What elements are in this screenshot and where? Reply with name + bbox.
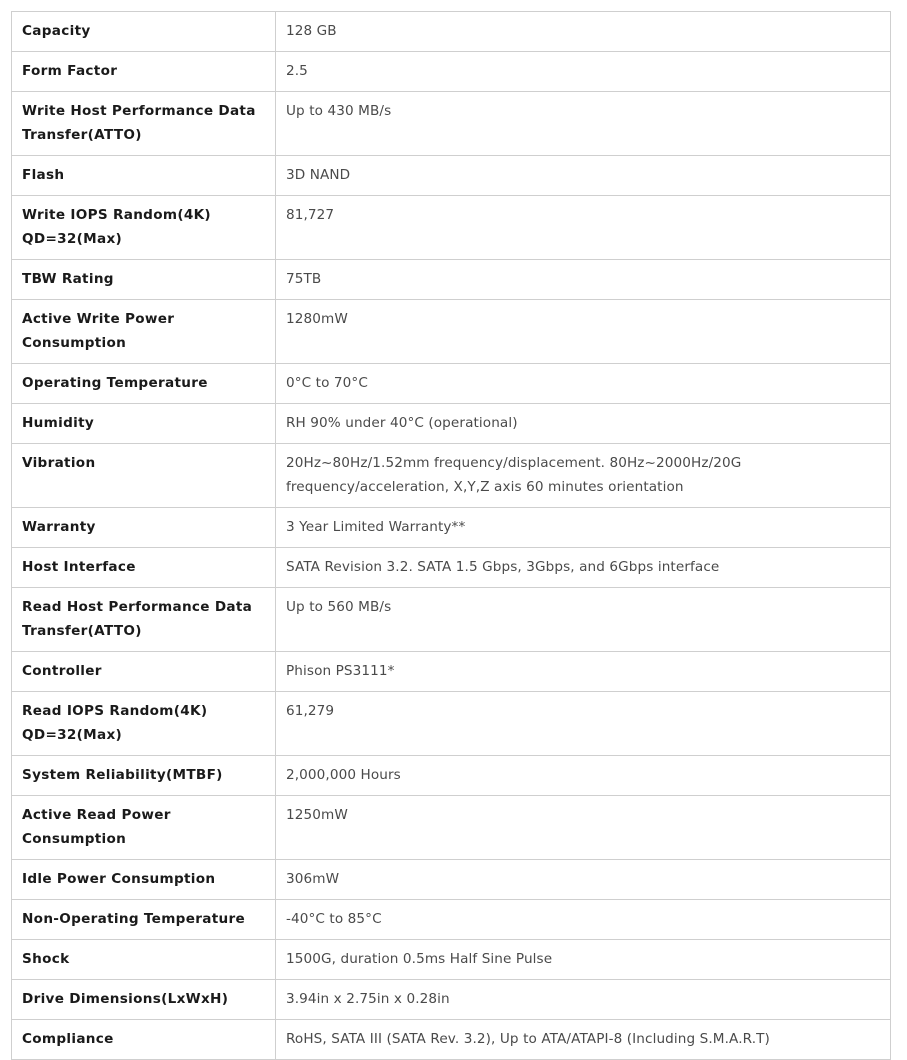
spec-label: Read IOPS Random(4K) QD=32(Max) bbox=[12, 692, 276, 756]
spec-label: TBW Rating bbox=[12, 260, 276, 300]
table-row bbox=[12, 404, 891, 444]
spec-label: Operating Temperature bbox=[12, 364, 276, 404]
table-row bbox=[12, 796, 891, 860]
spec-label: Idle Power Consumption bbox=[12, 860, 276, 900]
spec-value: Up to 560 MB/s bbox=[276, 588, 891, 652]
spec-label: System Reliability(MTBF) bbox=[12, 756, 276, 796]
spec-value: RoHS, SATA III (SATA Rev. 3.2), Up to ATA/ATAPI-8 (Including S.M.A.R.T) bbox=[276, 1020, 891, 1060]
spec-value: Up to 430 MB/s bbox=[276, 92, 891, 156]
spec-label: Host Interface bbox=[12, 548, 276, 588]
spec-value: 1500G, duration 0.5ms Half Sine Pulse bbox=[276, 940, 891, 980]
spec-value: 61,279 bbox=[276, 692, 891, 756]
table-row bbox=[12, 756, 891, 796]
table-row bbox=[12, 980, 891, 1020]
spec-label: Write IOPS Random(4K) QD=32(Max) bbox=[12, 196, 276, 260]
spec-label: Capacity bbox=[12, 12, 276, 52]
spec-value: 75TB bbox=[276, 260, 891, 300]
spec-value: 3 Year Limited Warranty** bbox=[276, 508, 891, 548]
spec-value: 81,727 bbox=[276, 196, 891, 260]
table-row bbox=[12, 92, 891, 156]
table-row bbox=[12, 444, 891, 508]
spec-label: Warranty bbox=[12, 508, 276, 548]
table-row bbox=[12, 196, 891, 260]
table-row bbox=[12, 588, 891, 652]
table-row bbox=[12, 300, 891, 364]
spec-value: SATA Revision 3.2. SATA 1.5 Gbps, 3Gbps, and 6Gbps interface bbox=[276, 548, 891, 588]
spec-value: 1250mW bbox=[276, 796, 891, 860]
spec-label: Write Host Performance Data Transfer(ATTO) bbox=[12, 92, 276, 156]
spec-label: Flash bbox=[12, 156, 276, 196]
spec-label: Shock bbox=[12, 940, 276, 980]
spec-value: 128 GB bbox=[276, 12, 891, 52]
spec-table-body bbox=[12, 12, 891, 1060]
table-row bbox=[12, 652, 891, 692]
table-row bbox=[12, 12, 891, 52]
spec-table bbox=[11, 11, 891, 1060]
table-row bbox=[12, 860, 891, 900]
table-row bbox=[12, 260, 891, 300]
spec-label: Non-Operating Temperature bbox=[12, 900, 276, 940]
table-row bbox=[12, 156, 891, 196]
table-row bbox=[12, 900, 891, 940]
spec-value: 306mW bbox=[276, 860, 891, 900]
spec-label: Active Read Power Consumption bbox=[12, 796, 276, 860]
spec-value: 1280mW bbox=[276, 300, 891, 364]
table-row bbox=[12, 1020, 891, 1060]
table-row bbox=[12, 940, 891, 980]
spec-label: Form Factor bbox=[12, 52, 276, 92]
spec-label: Humidity bbox=[12, 404, 276, 444]
spec-label: Drive Dimensions(LxWxH) bbox=[12, 980, 276, 1020]
spec-label: Active Write Power Consumption bbox=[12, 300, 276, 364]
table-row bbox=[12, 364, 891, 404]
spec-value: RH 90% under 40°C (operational) bbox=[276, 404, 891, 444]
spec-value: Phison PS3111* bbox=[276, 652, 891, 692]
spec-label: Compliance bbox=[12, 1020, 276, 1060]
spec-value: 20Hz~80Hz/1.52mm frequency/displacement. 80Hz~2000Hz/20G frequency/acceleration, X,Y,Z axis 60 minutes orientation bbox=[276, 444, 891, 508]
spec-value: 2,000,000 Hours bbox=[276, 756, 891, 796]
table-row bbox=[12, 692, 891, 756]
table-row bbox=[12, 548, 891, 588]
table-row bbox=[12, 508, 891, 548]
spec-value: 0°C to 70°C bbox=[276, 364, 891, 404]
spec-value: 3D NAND bbox=[276, 156, 891, 196]
spec-value: -40°C to 85°C bbox=[276, 900, 891, 940]
spec-label: Vibration bbox=[12, 444, 276, 508]
spec-value: 3.94in x 2.75in x 0.28in bbox=[276, 980, 891, 1020]
table-row bbox=[12, 52, 891, 92]
spec-label: Controller bbox=[12, 652, 276, 692]
spec-label: Read Host Performance Data Transfer(ATTO) bbox=[12, 588, 276, 652]
spec-value: 2.5 bbox=[276, 52, 891, 92]
